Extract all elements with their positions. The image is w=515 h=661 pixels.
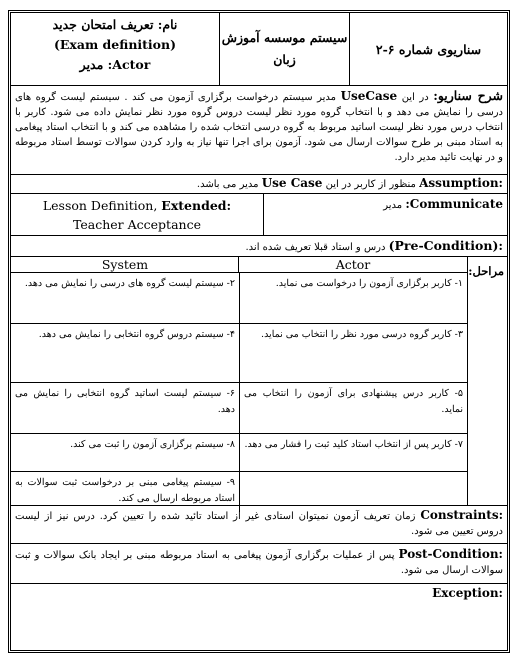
system-name: سیستم موسسه آموزش زبان [221,30,348,67]
constraints-label: Constraints: [420,508,503,522]
exception-label: Exception: [432,586,503,600]
step-actor-cell: ۵- کاربر درس پیشنهادی برای آزمون را انتخاب می نماید. [239,383,467,433]
actor-line [11,55,219,75]
postcondition-text: پس از عملیات برگزاری آزمون پیغامی به استاد مربوطه مبنی بر ایجاد بانک سوالات و ثبت سوالات ارسال می شود. [15,550,503,576]
assumption-text: مدیر می باشد. [196,179,262,190]
name-label: نام: تعریف امتحان جدید [52,17,178,32]
assumption-label: Assumption: [419,176,503,190]
scenario-title: سناریوی شماره ۶-۲ [375,41,482,57]
step-row [11,273,467,324]
step-row [11,324,467,383]
extended-value-1: Lesson Definition, [42,198,158,213]
steps-row [11,257,507,506]
step-system-cell: ۲- سیستم لیست گروه های درسی را نمایش می دهد. [24,278,235,289]
name-en: (Exam definition) [53,37,177,52]
steps-body [11,273,467,505]
extended-line-1 [11,196,263,215]
precondition-row [11,236,507,257]
postcondition-row [11,544,507,584]
steps-label-cell [467,257,507,505]
system-header: System [101,257,149,272]
actor-header: Actor [238,257,467,272]
step-actor-cell: ۱- کاربر برگزاری آزمون را درخواست می نماید. [239,273,467,323]
header-row [11,13,507,86]
postcondition-label: Post-Condition: [398,547,503,561]
description-usecase: UseCase [340,89,398,103]
description-text-pre: در این [397,92,434,103]
assumption-row [11,175,507,194]
communicate-label: Communicate: [405,197,503,211]
precondition-text: درس و استاد قبلا تعریف شده اند. [245,242,389,253]
extended-label: Extended: [161,198,232,213]
actor-label: Actor: [107,57,151,72]
description-label: شرح سناریو: [433,88,504,103]
precondition-label: (Pre-Condition): [388,238,503,253]
assumption-usecase: Use Case [261,176,323,190]
step-row [11,383,467,434]
system-name-cell [219,13,349,85]
step-row [11,434,467,472]
scenario-title-cell [349,13,507,85]
communicate-row [11,194,507,236]
name-cell [11,13,219,85]
steps-table [11,257,467,505]
step-system-cell: ۹- سیستم پیغامی مبنی بر درخواست ثبت سوالات به استاد مربوطه ارسال می کند. [15,477,235,504]
exception-row [11,584,507,604]
step-actor-cell: ۳- کاربر گروه درسی مورد نظر را انتخاب می نماید. [239,324,467,382]
extended-value-2: Teacher Acceptance [73,217,201,232]
actor-value: مدیر [79,57,104,72]
description-text: مدیر سیستم درخواست برگزاری آزمون می کند . سیستم لیست گروه های درسی را نمایش می دهد و با انتخاب گروه مورد نظر لیست دروس گروه مورد نظر نمایش داده می شود. کاربر با انتخاب درس مورد نظر لیست اساتید مربوط به گروه درسی انتخاب شده را مشاهده می کند و با انتخاب استاد پیغامی به استاد مبنی بر طرح سوالات ارسال می شود. آزمون برای اجرا تنها نیاز به وارد کردن سوالات توسط استاد مربوطه و در نهایت تائید مدیر دارد. [15,92,503,163]
communicate-value: مدیر [383,200,403,211]
communicate-cell [263,194,507,235]
constraints-row [11,506,507,544]
extended-cell [11,194,263,235]
step-system-cell: ۴- سیستم دروس گروه انتخابی را نمایش می دهد. [38,329,235,340]
steps-label: مراحل: [468,264,504,278]
step-system-cell: ۶- سیستم لیست اساتید گروه انتخابی را نمایش می دهد. [15,388,235,415]
steps-header [11,257,467,273]
constraints-text: زمان تعریف آزمون نمیتوان استادی غیر از استاد تائید شده را تعیین کرد. درس نیز از لیست دروس تعیین می شود. [15,511,503,537]
assumption-text-pre: منظور از کاربر در این [322,179,420,190]
description-row [11,86,507,175]
step-system-cell: ۸- سیستم برگزاری آزمون را ثبت می کند. [70,439,235,450]
scenario-table [8,10,510,653]
step-actor-cell: ۷- کاربر پس از انتخاب استاد کلید ثبت را فشار می دهد. [239,434,467,471]
